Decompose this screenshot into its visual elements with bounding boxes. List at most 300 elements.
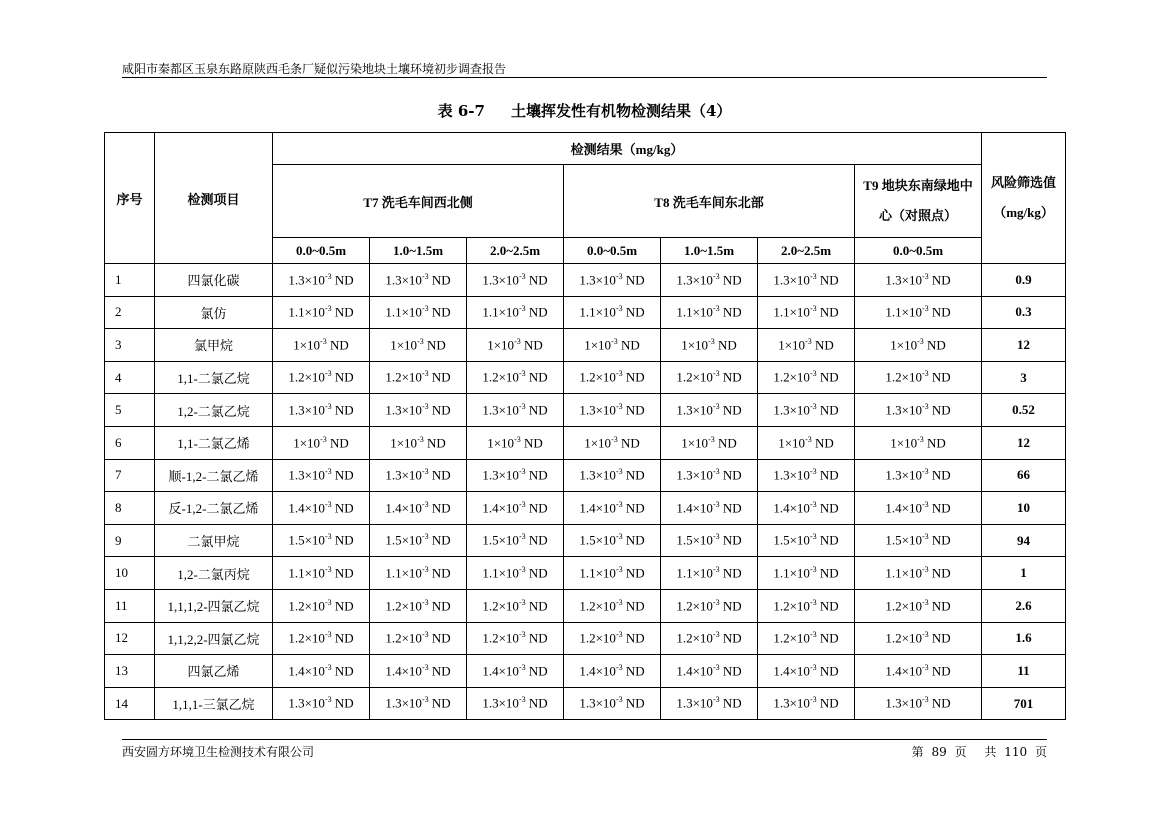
result-coefficient: 1.5 (579, 532, 596, 548)
result-cell (467, 622, 564, 655)
result-cell (564, 426, 661, 459)
result-cell (855, 361, 982, 394)
result-cell (564, 459, 661, 492)
times-sign: ×10 (396, 337, 418, 353)
times-sign: ×10 (789, 271, 810, 287)
result-coefficient: 1 (778, 337, 785, 353)
times-sign: ×10 (896, 434, 918, 450)
row-item: 氯仿 (155, 296, 273, 329)
times-sign: ×10 (498, 271, 519, 287)
result-exponent: -3 (809, 662, 817, 672)
result-coefficient: 1.2 (288, 369, 305, 385)
result-coefficient: 1.3 (885, 695, 902, 711)
header-group-t9: T9 地块东南绿地中心（对照点） (855, 165, 982, 238)
result-coefficient: 1.3 (482, 467, 499, 483)
result-cell (661, 394, 758, 427)
result-coefficient: 1.2 (885, 597, 902, 613)
times-sign: ×10 (595, 532, 616, 548)
times-sign: ×10 (401, 695, 422, 711)
result-cell (855, 459, 982, 492)
times-sign: ×10 (498, 500, 519, 516)
result-exponent: -3 (518, 564, 526, 574)
times-sign: ×10 (687, 337, 709, 353)
result-exponent: -3 (921, 564, 929, 574)
nd-flag: ND (816, 597, 839, 613)
result-coefficient: 1.1 (288, 565, 305, 581)
result-cell (370, 687, 467, 720)
table-row (105, 655, 1066, 688)
row-number: 4 (105, 361, 155, 394)
times-sign: ×10 (299, 434, 321, 450)
result-coefficient: 1.4 (885, 500, 902, 516)
result-exponent: -3 (712, 271, 720, 281)
nd-flag: ND (719, 402, 742, 418)
result-coefficient: 1.4 (773, 500, 790, 516)
result-exponent: -3 (324, 532, 332, 542)
nd-flag: ND (816, 271, 839, 287)
times-sign: ×10 (692, 467, 713, 483)
nd-flag: ND (331, 695, 354, 711)
footer-company: 西安圆方环境卫生检测技术有限公司 (122, 745, 315, 759)
result-coefficient: 1.3 (773, 467, 790, 483)
nd-flag: ND (525, 663, 548, 679)
total-label-2: 页 (1034, 745, 1047, 759)
result-coefficient: 1.5 (385, 532, 402, 548)
result-exponent: -3 (421, 695, 429, 705)
nd-flag: ND (525, 630, 548, 646)
result-coefficient: 1.3 (482, 271, 499, 287)
nd-flag: ND (928, 402, 951, 418)
result-exponent: -3 (518, 304, 526, 314)
result-exponent: -3 (421, 630, 429, 640)
result-exponent: -3 (921, 597, 929, 607)
header-depth: 1.0~1.5m (661, 238, 758, 264)
result-exponent: -3 (921, 499, 929, 509)
result-coefficient: 1.3 (482, 402, 499, 418)
result-coefficient: 1 (681, 434, 688, 450)
result-exponent: -3 (615, 630, 623, 640)
result-cell (661, 524, 758, 557)
result-cell (661, 361, 758, 394)
result-cell (564, 622, 661, 655)
result-cell (661, 557, 758, 590)
times-sign: ×10 (401, 304, 422, 320)
result-cell (273, 426, 370, 459)
times-sign: ×10 (901, 500, 922, 516)
result-exponent: -3 (708, 434, 715, 444)
result-exponent: -3 (809, 532, 817, 542)
result-coefficient: 1.3 (385, 271, 402, 287)
times-sign: ×10 (401, 271, 422, 287)
result-exponent: -3 (615, 467, 623, 477)
nd-flag: ND (428, 467, 451, 483)
result-cell (273, 622, 370, 655)
times-sign: ×10 (595, 369, 616, 385)
result-cell (273, 687, 370, 720)
result-cell (855, 264, 982, 297)
result-exponent: -3 (514, 434, 521, 444)
times-sign: ×10 (789, 532, 810, 548)
result-cell (467, 264, 564, 297)
times-sign: ×10 (692, 597, 713, 613)
result-cell (564, 655, 661, 688)
result-exponent: -3 (615, 499, 623, 509)
result-cell (273, 589, 370, 622)
result-coefficient: 1.1 (385, 304, 402, 320)
nd-flag: ND (525, 402, 548, 418)
times-sign: ×10 (789, 402, 810, 418)
nd-flag: ND (622, 532, 645, 548)
header-risk: 风险筛选值（mg/kg） (982, 133, 1066, 264)
result-cell (467, 589, 564, 622)
result-cell (564, 264, 661, 297)
row-number: 1 (105, 264, 155, 297)
result-coefficient: 1.2 (482, 630, 499, 646)
times-sign: ×10 (304, 532, 325, 548)
result-cell (370, 655, 467, 688)
table-row (105, 459, 1066, 492)
nd-flag: ND (928, 597, 951, 613)
result-exponent: -3 (805, 336, 812, 346)
times-sign: ×10 (901, 532, 922, 548)
times-sign: ×10 (595, 402, 616, 418)
result-coefficient: 1.3 (773, 271, 790, 287)
nd-flag: ND (617, 337, 640, 353)
result-exponent: -3 (809, 499, 817, 509)
result-exponent: -3 (324, 467, 332, 477)
result-exponent: -3 (518, 695, 526, 705)
result-coefficient: 1.3 (579, 695, 596, 711)
result-coefficient: 1.1 (676, 565, 693, 581)
result-exponent: -3 (320, 434, 327, 444)
times-sign: ×10 (493, 434, 515, 450)
times-sign: ×10 (401, 369, 422, 385)
nd-flag: ND (719, 369, 742, 385)
table-row (105, 557, 1066, 590)
result-coefficient: 1.5 (288, 532, 305, 548)
result-coefficient: 1.4 (288, 500, 305, 516)
result-coefficient: 1.1 (482, 304, 499, 320)
result-coefficient: 1.2 (676, 597, 693, 613)
result-exponent: -3 (421, 402, 429, 411)
nd-flag: ND (617, 434, 640, 450)
risk-value: 1 (982, 557, 1066, 590)
result-cell (370, 492, 467, 525)
result-exponent: -3 (324, 597, 332, 607)
result-cell (758, 361, 855, 394)
times-sign: ×10 (498, 695, 519, 711)
times-sign: ×10 (304, 663, 325, 679)
nd-flag: ND (816, 630, 839, 646)
result-exponent: -3 (611, 434, 618, 444)
result-exponent: -3 (809, 630, 817, 640)
table-number: 表 6-7 (437, 102, 485, 120)
result-coefficient: 1.3 (579, 402, 596, 418)
result-cell (855, 394, 982, 427)
result-exponent: -3 (712, 369, 720, 379)
result-cell (467, 426, 564, 459)
times-sign: ×10 (401, 565, 422, 581)
result-exponent: -3 (615, 304, 623, 314)
result-cell (273, 361, 370, 394)
result-coefficient: 1.4 (885, 663, 902, 679)
result-cell (273, 394, 370, 427)
times-sign: ×10 (304, 630, 325, 646)
result-exponent: -3 (921, 304, 929, 314)
table-row (105, 329, 1066, 362)
result-coefficient: 1.1 (676, 304, 693, 320)
result-cell (855, 589, 982, 622)
result-cell (467, 329, 564, 362)
result-coefficient: 1.1 (885, 565, 902, 581)
times-sign: ×10 (687, 434, 709, 450)
nd-flag: ND (622, 500, 645, 516)
times-sign: ×10 (493, 337, 515, 353)
table-row (105, 361, 1066, 394)
result-coefficient: 1.2 (676, 630, 693, 646)
row-item: 1,1,1-三氯乙烷 (155, 687, 273, 720)
result-cell (273, 296, 370, 329)
result-cell (564, 687, 661, 720)
times-sign: ×10 (498, 597, 519, 613)
nd-flag: ND (622, 630, 645, 646)
times-sign: ×10 (595, 565, 616, 581)
times-sign: ×10 (901, 304, 922, 320)
nd-flag: ND (428, 630, 451, 646)
header-depth: 2.0~2.5m (758, 238, 855, 264)
row-item: 1,1,2,2-四氯乙烷 (155, 622, 273, 655)
result-cell (467, 361, 564, 394)
row-number: 13 (105, 655, 155, 688)
result-cell (758, 622, 855, 655)
header-depth: 0.0~0.5m (564, 238, 661, 264)
result-cell (758, 264, 855, 297)
result-coefficient: 1.3 (288, 467, 305, 483)
table-row (105, 492, 1066, 525)
nd-flag: ND (816, 369, 839, 385)
nd-flag: ND (331, 532, 354, 548)
nd-flag: ND (714, 434, 737, 450)
page-label-1: 第 (911, 745, 924, 759)
result-exponent: -3 (917, 434, 924, 444)
result-exponent: -3 (324, 271, 332, 281)
nd-flag: ND (428, 597, 451, 613)
times-sign: ×10 (401, 467, 422, 483)
times-sign: ×10 (692, 369, 713, 385)
result-cell (855, 687, 982, 720)
row-item: 二氯甲烷 (155, 524, 273, 557)
result-cell (370, 296, 467, 329)
results-table (104, 132, 1066, 720)
row-item: 1,1-二氯乙烷 (155, 361, 273, 394)
row-number: 3 (105, 329, 155, 362)
times-sign: ×10 (401, 402, 422, 418)
risk-value: 10 (982, 492, 1066, 525)
footer-page-info (908, 743, 1047, 760)
nd-flag: ND (331, 597, 354, 613)
times-sign: ×10 (901, 597, 922, 613)
result-cell (564, 524, 661, 557)
result-exponent: -3 (421, 369, 429, 379)
result-exponent: -3 (421, 271, 429, 281)
times-sign: ×10 (595, 467, 616, 483)
result-cell (758, 329, 855, 362)
nd-flag: ND (428, 663, 451, 679)
nd-flag: ND (525, 695, 548, 711)
result-cell (855, 296, 982, 329)
table-row (105, 524, 1066, 557)
times-sign: ×10 (692, 695, 713, 711)
result-coefficient: 1.3 (885, 402, 902, 418)
result-coefficient: 1 (890, 337, 897, 353)
nd-flag: ND (622, 695, 645, 711)
result-cell (855, 622, 982, 655)
times-sign: ×10 (401, 532, 422, 548)
result-exponent: -3 (712, 467, 720, 477)
risk-value: 2.6 (982, 589, 1066, 622)
nd-flag: ND (331, 630, 354, 646)
result-cell (370, 589, 467, 622)
result-coefficient: 1.4 (676, 663, 693, 679)
nd-flag: ND (923, 434, 946, 450)
result-coefficient: 1.3 (288, 271, 305, 287)
result-exponent: -3 (712, 402, 720, 411)
risk-value: 12 (982, 426, 1066, 459)
result-cell (758, 394, 855, 427)
nd-flag: ND (816, 500, 839, 516)
result-exponent: -3 (518, 499, 526, 509)
times-sign: ×10 (692, 500, 713, 516)
result-coefficient: 1.2 (773, 369, 790, 385)
result-coefficient: 1.4 (385, 500, 402, 516)
nd-flag: ND (622, 663, 645, 679)
page-label-2: 页 (954, 745, 967, 759)
times-sign: ×10 (401, 663, 422, 679)
row-item: 1,2-二氯乙烷 (155, 394, 273, 427)
result-coefficient: 1.4 (579, 500, 596, 516)
times-sign: ×10 (692, 532, 713, 548)
nd-flag: ND (816, 663, 839, 679)
times-sign: ×10 (304, 597, 325, 613)
result-exponent: -3 (324, 369, 332, 379)
result-cell (855, 329, 982, 362)
risk-value: 11 (982, 655, 1066, 688)
nd-flag: ND (928, 532, 951, 548)
result-cell (273, 264, 370, 297)
nd-flag: ND (622, 565, 645, 581)
times-sign: ×10 (789, 695, 810, 711)
result-coefficient: 1.3 (385, 467, 402, 483)
result-coefficient: 1.3 (885, 271, 902, 287)
result-exponent: -3 (518, 369, 526, 379)
result-exponent: -3 (421, 564, 429, 574)
row-item: 四氯化碳 (155, 264, 273, 297)
times-sign: ×10 (595, 695, 616, 711)
nd-flag: ND (331, 565, 354, 581)
result-exponent: -3 (809, 271, 817, 281)
nd-flag: ND (719, 532, 742, 548)
result-exponent: -3 (615, 369, 623, 379)
times-sign: ×10 (498, 304, 519, 320)
result-coefficient: 1 (390, 434, 397, 450)
result-coefficient: 1.2 (482, 369, 499, 385)
table-row (105, 589, 1066, 622)
result-cell (370, 524, 467, 557)
nd-flag: ND (525, 597, 548, 613)
result-cell (661, 687, 758, 720)
row-item: 四氯乙烯 (155, 655, 273, 688)
result-cell (758, 557, 855, 590)
row-item: 氯甲烷 (155, 329, 273, 362)
header-rule (122, 77, 1047, 78)
result-cell (467, 524, 564, 557)
result-cell (370, 622, 467, 655)
result-cell (370, 329, 467, 362)
times-sign: ×10 (901, 402, 922, 418)
times-sign: ×10 (789, 663, 810, 679)
result-coefficient: 1.2 (773, 597, 790, 613)
result-coefficient: 1.5 (773, 532, 790, 548)
result-cell (370, 361, 467, 394)
nd-flag: ND (811, 337, 834, 353)
result-cell (564, 492, 661, 525)
nd-flag: ND (525, 304, 548, 320)
table-row (105, 687, 1066, 720)
result-cell (661, 426, 758, 459)
nd-flag: ND (331, 402, 354, 418)
result-cell (273, 524, 370, 557)
nd-flag: ND (525, 500, 548, 516)
result-exponent: -3 (805, 434, 812, 444)
nd-flag: ND (520, 337, 543, 353)
times-sign: ×10 (401, 597, 422, 613)
row-item: 1,1,1,2-四氯乙烷 (155, 589, 273, 622)
result-exponent: -3 (421, 662, 429, 672)
result-cell (467, 557, 564, 590)
result-cell (661, 492, 758, 525)
times-sign: ×10 (590, 337, 612, 353)
result-exponent: -3 (615, 597, 623, 607)
result-coefficient: 1.1 (579, 565, 596, 581)
result-cell (564, 329, 661, 362)
result-cell (758, 687, 855, 720)
result-coefficient: 1.3 (773, 695, 790, 711)
times-sign: ×10 (789, 304, 810, 320)
footer-rule (122, 739, 1047, 740)
nd-flag: ND (428, 500, 451, 516)
nd-flag: ND (331, 369, 354, 385)
risk-value: 66 (982, 459, 1066, 492)
row-item: 顺-1,2-二氯乙烯 (155, 459, 273, 492)
times-sign: ×10 (789, 369, 810, 385)
nd-flag: ND (928, 271, 951, 287)
result-cell (273, 557, 370, 590)
result-coefficient: 1.3 (676, 467, 693, 483)
result-cell (370, 426, 467, 459)
header-results: 检测结果（mg/kg） (273, 133, 982, 165)
nd-flag: ND (520, 434, 543, 450)
row-number: 2 (105, 296, 155, 329)
result-cell (467, 655, 564, 688)
result-exponent: -3 (611, 336, 618, 346)
times-sign: ×10 (692, 663, 713, 679)
result-coefficient: 1.1 (579, 304, 596, 320)
result-exponent: -3 (708, 336, 715, 346)
risk-value: 0.3 (982, 296, 1066, 329)
nd-flag: ND (816, 532, 839, 548)
result-exponent: -3 (809, 695, 817, 705)
result-coefficient: 1.2 (385, 630, 402, 646)
